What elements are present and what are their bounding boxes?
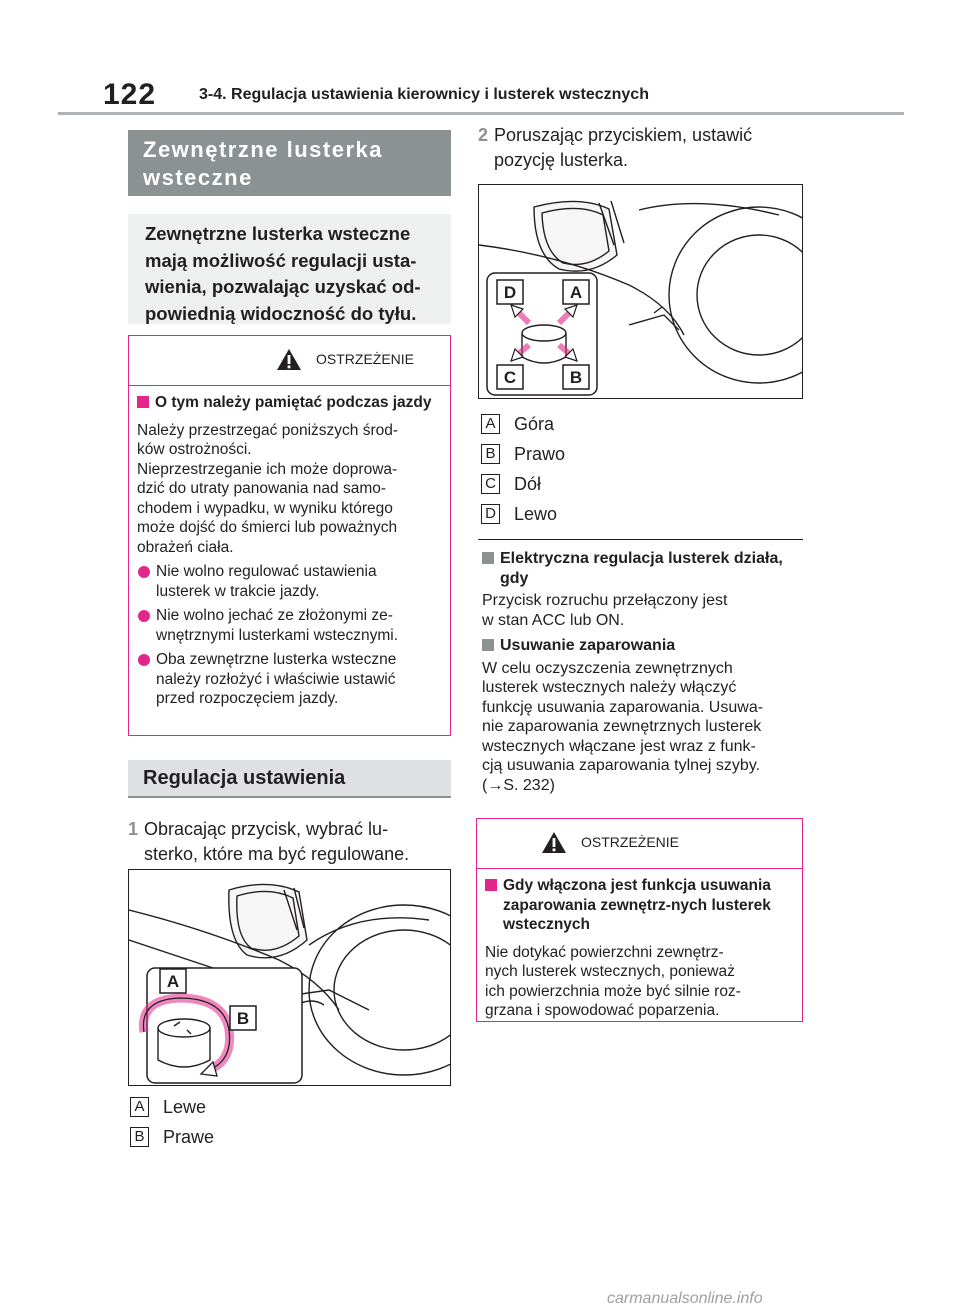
legend-key: D: [481, 504, 500, 524]
lead-paragraph: Zewnętrzne lusterka wsteczne mają możliwość regulacji usta-wienia, pozwalając uzyskać od-powiednią widoczność do tyłu.: [128, 214, 451, 324]
warning-label: OSTRZEŻENIE: [581, 834, 680, 850]
legend-key: A: [130, 1097, 149, 1117]
legend-text: Góra: [514, 413, 555, 434]
warning-text: Nie dotykać powierzchni zewnętrz- nych lusterek wstecznych, ponieważ ich powierzchnia może być silnie roz- grzana i spowodować poparzenia.: [485, 943, 741, 1019]
info-heading: Elektryczna regulacja lusterek działa, gdy: [478, 549, 808, 588]
legend-key: B: [481, 444, 500, 464]
warning-bullet: Oba zewnętrzne lusterka wsteczne należy rozłożyć i właściwie ustawić przed rozpoczęciem jazdy.: [137, 650, 450, 709]
square-bullet-icon: [485, 879, 497, 891]
warning-text: Należy przestrzegać poniższych środ- ków ostrożności. Nieprzestrzeganie ich może doprowa- dzić do utraty panowania nad samo- chodem i wypadku, w wyniku którego może dojść do śmierci lub poważnych obrażeń ciała.: [137, 421, 399, 556]
section-title: Zewnętrzne lusterka wsteczne: [128, 130, 451, 196]
round-bullet-icon: [138, 654, 150, 666]
legend-1: [130, 1092, 214, 1152]
figure-mirror-selector: [128, 869, 451, 1086]
warning-triangle-icon: [541, 831, 567, 854]
warning-triangle-icon: [276, 348, 302, 371]
step-2: [478, 123, 808, 173]
square-bullet-icon: [482, 639, 494, 651]
legend-text: Lewe: [163, 1096, 207, 1117]
warning-header: [477, 819, 802, 869]
warning-heading: Gdy włączona jest funkcja usuwania zaparowania zewnętrz-nych lusterek wstecznych: [485, 876, 802, 935]
warning-box-2: [476, 818, 803, 1022]
info-text: Przycisk rozruchu przełączony jest w stan ACC lub ON.: [482, 592, 728, 629]
figure-label-b: B: [236, 1009, 250, 1028]
warning-heading: O tym należy pamiętać podczas jazdy: [137, 393, 450, 413]
watermark: carmanualsonline.info: [607, 1290, 763, 1307]
legend-item: [481, 439, 565, 469]
info-text: W celu oczyszczenia zewnętrznych lusterek wstecznych należy włączyć funkcję usuwania zaparowania. Usuwa- nie zaparowania zewnętrznych lusterek wstecznych włączane jest wraz z funk- cją usuwania zaparowania tylnej szyby. (→S. 232): [482, 659, 764, 794]
header-rule: [58, 112, 904, 115]
legend-key: C: [481, 474, 500, 494]
legend-text: Prawo: [514, 443, 566, 464]
figure-label-a: A: [166, 972, 180, 991]
step-number: 2: [478, 125, 489, 145]
divider: [478, 539, 803, 540]
square-bullet-icon: [137, 396, 149, 408]
round-bullet-icon: [138, 566, 150, 578]
mirror-adjust-illustration: [479, 185, 803, 399]
figure-label-b: B: [569, 368, 583, 387]
warning-header: [129, 336, 450, 386]
info-notes: [478, 545, 808, 795]
legend-item: [130, 1122, 214, 1152]
step-text: Obracając przycisk, wybrać lu- sterko, które ma być regulowane.: [144, 819, 410, 864]
legend-item: [130, 1092, 214, 1122]
mirror-selector-illustration: [129, 870, 451, 1086]
legend-text: Dół: [514, 473, 542, 494]
warning-box: [128, 335, 451, 736]
figure-label-c: C: [503, 368, 517, 387]
legend-text: Lewo: [514, 503, 558, 524]
figure-label-d: D: [503, 283, 517, 302]
legend-item: [481, 409, 565, 439]
legend-2: [481, 409, 565, 529]
figure-label-a: A: [569, 283, 583, 302]
warning-bullet: Nie wolno regulować ustawienia lusterek w trakcie jazdy.: [137, 562, 450, 601]
round-bullet-icon: [138, 610, 150, 622]
warning-label: OSTRZEŻENIE: [316, 351, 415, 367]
info-heading: Usuwanie zaparowania: [478, 636, 808, 656]
running-header: 3-4. Regulacja ustawienia kierownicy i lusterek wstecznych: [199, 86, 649, 103]
step-number: 1: [128, 819, 139, 839]
legend-key: B: [130, 1127, 149, 1147]
step-text: Poruszając przyciskiem, ustawić pozycję lusterka.: [494, 125, 753, 170]
figure-mirror-adjust: [478, 184, 803, 399]
step-1: [128, 817, 458, 867]
warning-bullet: Nie wolno jechać ze złożonymi ze- wnętrznymi lusterkami wstecznymi.: [137, 606, 450, 645]
legend-text: Prawe: [163, 1126, 215, 1147]
legend-item: [481, 469, 565, 499]
page-number: 122: [103, 78, 157, 111]
adjustment-title: Regulacja ustawienia: [128, 760, 451, 798]
legend-key: A: [481, 414, 500, 434]
legend-item: [481, 499, 565, 529]
square-bullet-icon: [482, 552, 494, 564]
